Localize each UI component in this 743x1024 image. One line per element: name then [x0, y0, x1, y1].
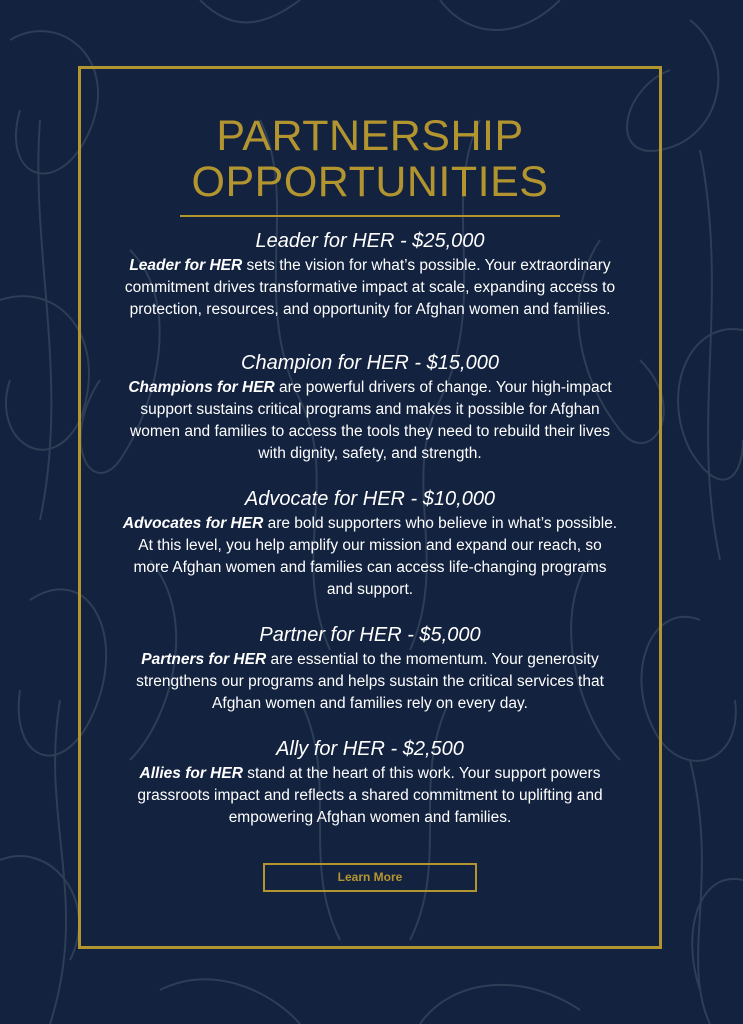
tier-description	[120, 377, 620, 465]
page-title-line-2: OPPORTUNITIES	[191, 158, 549, 206]
tier-description	[120, 763, 620, 829]
tier-heading: Leader for HER - $25,000	[255, 230, 485, 252]
tier-lead: Allies for HER	[139, 765, 243, 782]
title-divider	[180, 215, 560, 217]
tier-description	[120, 513, 620, 601]
page-title	[81, 113, 659, 205]
tier-body-text: are bold supporters who believe in what’s possible. At this level, you help amplify our mission and expand our reach, so more Afghan women and families can access life-changing programs and support.	[133, 515, 618, 598]
page-title-line-1: PARTNERSHIP	[216, 112, 524, 160]
tier-leader	[120, 229, 620, 321]
tier-body-text: sets the vision for what’s possible. Your extraordinary commitment drives transformative impact at scale, expanding access to protection, resources, and opportunity for Afghan women and families.	[124, 257, 616, 318]
tier-ally	[120, 737, 620, 829]
tier-heading: Champion for HER - $15,000	[241, 352, 499, 374]
tier-champion	[120, 351, 620, 465]
tier-lead: Advocates for HER	[122, 515, 264, 532]
learn-more-button[interactable]: Learn More	[263, 863, 477, 892]
tier-heading: Advocate for HER - $10,000	[244, 488, 496, 510]
tier-body-text: stand at the heart of this work. Your support powers grassroots impact and reflects a shared commitment to uplifting and empowering Afghan women and families.	[137, 765, 603, 826]
cta-container	[81, 863, 659, 892]
tier-heading: Ally for HER - $2,500	[276, 738, 464, 760]
tier-partner	[120, 623, 620, 715]
tier-advocate	[120, 487, 620, 601]
tier-body-text: are essential to the momentum. Your generosity strengthens our programs and helps sustain the critical services that Afghan women and families rely on every day.	[136, 651, 604, 712]
tier-description	[120, 649, 620, 715]
tier-lead: Champions for HER	[128, 379, 275, 396]
tier-description	[120, 255, 620, 321]
tier-body-text: are powerful drivers of change. Your high-impact support sustains critical programs and makes it possible for Afghan women and families to access the tools they need to rebuild their lives with dignity, safety, and strength.	[130, 379, 612, 462]
tier-lead: Leader for HER	[129, 257, 243, 274]
partnership-panel	[81, 69, 659, 892]
tier-lead: Partners for HER	[141, 651, 267, 668]
tier-heading: Partner for HER - $5,000	[259, 624, 481, 646]
